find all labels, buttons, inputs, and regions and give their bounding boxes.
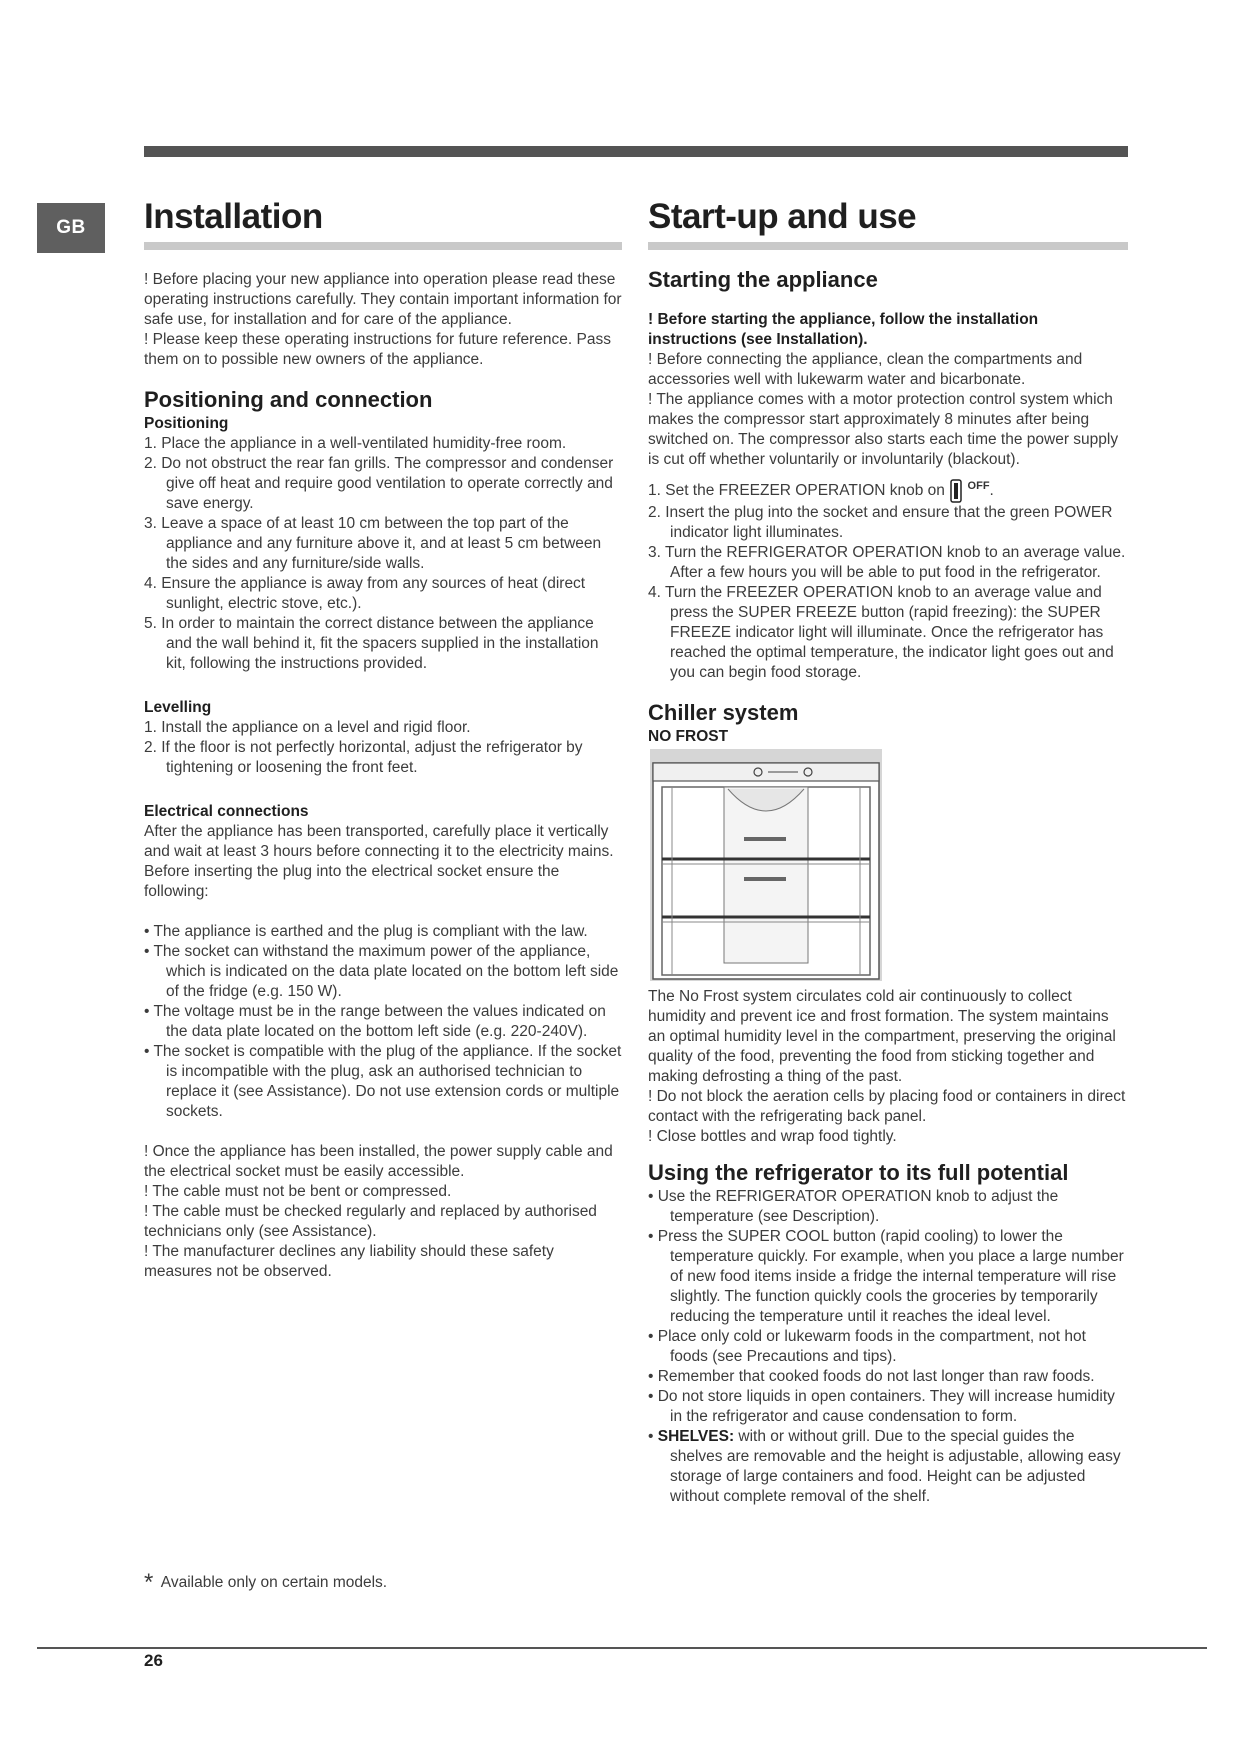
starting-bold-note: ! Before starting the appliance, follow the installation instructions (see Installation). (648, 311, 1039, 348)
warning-note: ! The cable must be checked regularly and replaced by authorised technicians only (see Assistance). (144, 1203, 597, 1240)
intro-note-2: ! Please keep these operating instructions for future reference. Pass them on to possible new owners of the appliance. (144, 331, 611, 368)
electrical-intro: After the appliance has been transported, carefully place it vertically and wait at least 3 hours before connecting it to the electricity mains. Before inserting the plug into the electrical socket ensure the following: (144, 823, 614, 900)
warning-note: ! Once the appliance has been installed, the power supply cable and the electrical socket must be easily accessible. (144, 1143, 613, 1180)
warning-note: ! The manufacturer declines any liability should these safety measures not be observed. (144, 1243, 554, 1280)
start-step-1: 1. Set the FREEZER OPERATION knob on $^{OFF}$. (648, 476, 1128, 503)
list-item: • Remember that cooked foods do not last longer than raw foods. (648, 1368, 1095, 1386)
positioning-heading: Positioning (144, 415, 229, 432)
knob-off-icon (949, 479, 963, 503)
electrical-heading: Electrical connections (144, 803, 309, 820)
list-item: • Use the REFRIGERATOR OPERATION knob to adjust the temperature (see Description). (648, 1188, 1059, 1226)
chiller-heading: Chiller system (648, 700, 799, 726)
positioning-connection-heading: Positioning and connection (144, 387, 433, 412)
start-steps-list (648, 503, 1128, 683)
list-item: 1. Install the appliance on a level and rigid floor. (144, 719, 471, 736)
fridge-interior-illustration (650, 749, 882, 981)
language-tab: GB (37, 203, 105, 253)
starting-heading: Starting the appliance (648, 267, 878, 292)
top-rule (144, 146, 1128, 157)
chiller-note: ! Close bottles and wrap food tightly. (648, 1128, 897, 1146)
electrical-list (144, 922, 622, 1122)
list-item: 3. Leave a space of at least 10 cm between the top part of the appliance and any furniture above it, and at least 5 cm between the sides and any furniture/side walls. (144, 515, 602, 572)
warning-note: ! The cable must not be bent or compressed. (144, 1183, 452, 1200)
bottom-rule (37, 1647, 1207, 1649)
list-item: • Do not store liquids in open containers. They will increase humidity in the refrigerator and cause condensation to form. (648, 1388, 1115, 1426)
full-potential-heading: Using the refrigerator to its full potential (648, 1160, 1069, 1186)
list-item: • The socket is compatible with the plug of the appliance. If the socket is incompatible with the plug, ask an authorised technician to replace it (see Assistance). Do not use extension cords or multiple sockets. (144, 1043, 622, 1120)
chiller-note: ! Do not block the aeration cells by placing food or containers in direct contact with the refrigerating back panel. (648, 1088, 1126, 1126)
list-item: • Place only cold or lukewarm foods in the compartment, not hot foods (see Precautions and tips). (648, 1328, 1086, 1366)
list-item: 4. Ensure the appliance is away from any sources of heat (direct sunlight, electric stove, etc.). (144, 575, 586, 612)
intro-note-1: ! Before placing your new appliance into operation please read these operating instructions carefully. They contain important information for safe use, for installation and for care of the appliance. (144, 271, 622, 328)
footnote (144, 1569, 388, 1596)
list-item: • SHELVES: with or without grill. Due to the special guides the shelves are removable and the height is adjustable, allowing easy storage of large containers and food. Height can be adjusted without complete removal of the shelf. (648, 1428, 1121, 1506)
list-item: 2. Insert the plug into the socket and ensure that the green POWER indicator light illuminates. (648, 504, 1113, 542)
list-item: 2. Do not obstruct the rear fan grills. The compressor and condenser give off heat and require good ventilation to operate correctly and save energy. (144, 455, 614, 512)
positioning-list (144, 434, 622, 674)
starting-note: ! Before connecting the appliance, clean the compartments and accessories well with lukewarm water and bicarbonate. (648, 351, 1083, 388)
list-item: 4. Turn the FREEZER OPERATION knob to an average value and press the SUPER FREEZE button (rapid freezing): the SUPER FREEZE indicator light will illuminate. Once the refrigerator has reached the optimal temperature, the indicator light goes out and you can begin food storage. (648, 584, 1114, 682)
levelling-heading: Levelling (144, 699, 212, 716)
list-item: • Press the SUPER COOL button (rapid cooling) to lower the temperature quickly. For example, when you place a large number of new food items inside a fridge the internal temperature will rise slightly. The function quickly cools the groceries by temporarily reducing the temperature until it reaches the ideal level. (648, 1228, 1124, 1326)
starting-note: ! The appliance comes with a motor protection control system which makes the compressor start approximately 8 minutes after being switched on. The compressor also starts each time the power supply is cut off whether voluntarily or involuntarily (blackout). (648, 391, 1119, 468)
list-item: • The voltage must be in the range between the values indicated on the data plate located on the bottom left side (e.g. 220-240V). (144, 1003, 606, 1040)
full-potential-list (648, 1187, 1128, 1507)
footnote-star: * (144, 1569, 154, 1596)
start-step-1-text: 1. Set the FREEZER OPERATION knob on (648, 482, 945, 500)
startup-title: Start-up and use (648, 196, 1128, 250)
shelves-text: with or without grill. Due to the special guides the shelves are removable and the height is adjustable, allowing easy storage of large containers and food. Height can be adjusted without complete removal of the shelf. (670, 1428, 1121, 1506)
startup-column (648, 196, 1128, 1507)
list-item: • The socket can withstand the maximum power of the appliance, which is indicated on the data plate located on the bottom left side of the fridge (e.g. 150 W). (144, 943, 619, 1000)
footnote-text: Available only on certain models. (160, 1574, 388, 1591)
list-item: • The appliance is earthed and the plug is compliant with the law. (144, 923, 588, 940)
list-item: 2. If the floor is not perfectly horizontal, adjust the refrigerator by tightening or loosening the front feet. (144, 739, 583, 776)
list-item: 1. Place the appliance in a well-ventilated humidity-free room. (144, 435, 567, 452)
list-item: 5. In order to maintain the correct distance between the appliance and the wall behind it, fit the spacers supplied in the installation kit, following the instructions provided. (144, 615, 599, 672)
shelves-label: SHELVES: (657, 1428, 735, 1446)
installation-column (144, 196, 622, 1282)
off-label: OFF (967, 480, 990, 492)
no-frost-text: The No Frost system circulates cold air continuously to collect humidity and prevent ice and frost formation. The system maintains an optimal humidity level in the compartment, preserving the original quality of the food, preventing the food from sticking together and making defrosting a thing of the past. (648, 988, 1116, 1086)
levelling-list (144, 718, 622, 778)
installation-title: Installation (144, 196, 622, 250)
page-number: 26 (144, 1651, 163, 1670)
no-frost-label: NO FROST (648, 728, 729, 746)
list-item: 3. Turn the REFRIGERATOR OPERATION knob to an average value. After a few hours you will be able to put food in the refrigerator. (648, 544, 1126, 582)
